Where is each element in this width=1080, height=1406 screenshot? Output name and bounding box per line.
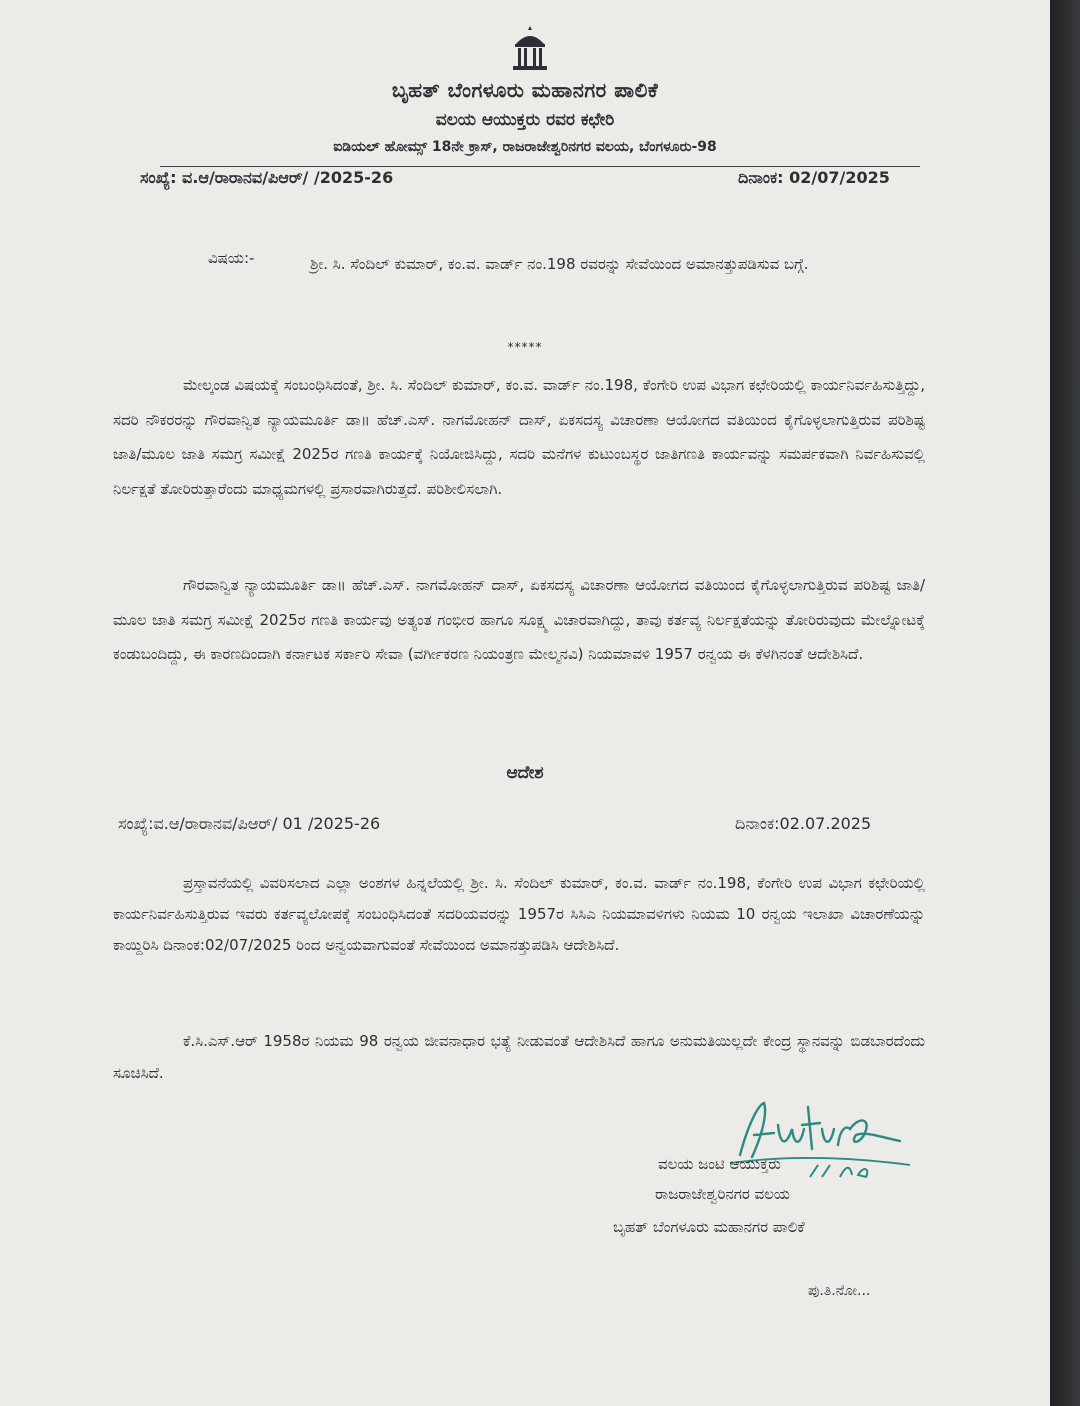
signatory-designation: ವಲಯ ಜಂಟಿ ಆಯುಕ್ತರು xyxy=(658,1155,781,1173)
header-divider xyxy=(160,166,920,167)
signatory-organization: ಬೃಹತ್ ಬೆಂಗಳೂರು ಮಹಾನಗರ ಪಾಲಿಕೆ xyxy=(613,1218,805,1236)
subject-text: ಶ್ರೀ. ಸಿ. ಸೆಂದಿಲ್ ಕುಮಾರ್, ಕಂ.ವ. ವಾರ್ಡ್ ನಂ.198 ರವರನ್ನು ಸೇವೆಯಿಂದ ಅಮಾನತ್ತುಪಡಿಸುವ ಬಗ್ಗೆ. xyxy=(310,255,809,273)
paragraph-2: ಗೌರವಾನ್ವಿತ ನ್ಯಾಯಮೂರ್ತಿ ಡಾ॥ ಹೆಚ್.ಎಸ್. ನಾಗಮೋಹನ್ ದಾಸ್, ಏಕಸದಸ್ಯ ವಿಚಾರಣಾ ಆಯೋಗದ ವತಿಯಿಂದ ಕೈಗೊಳ್ಳಲಾಗುತ್ತಿರುವ ಪರಿಶಿಷ್ಟ ಜಾತಿ/ಮೂಲ ಜಾತಿ ಸಮಗ್ರ ಸಮೀಕ್ಷೆ 2025ರ ಗಣತಿ ಕಾರ್ಯವು ಅತ್ಯಂತ ಗಂಭೀರ ಹಾಗೂ ಸೂಕ್ಷ್ಮ ವಿಚಾರವಾಗಿದ್ದು, ತಾವು ಕರ್ತವ್ಯ ನಿರ್ಲಕ್ಷತೆಯನ್ನು ತೋರಿರುವುದು ಮೇಲ್ನೋಟಕ್ಕೆ ಕಂಡುಬಂದಿದ್ದು, ಈ ಕಾರಣದಿಂದಾಗಿ ಕರ್ನಾಟಕ ಸರ್ಕಾರಿ ಸೇವಾ (ವರ್ಗೀಕರಣ ನಿಯಂತ್ರಣ ಮೇಲ್ಮನವಿ) ನಿಯಮಾವಳಿ 1957 ರನ್ವಯ ಈ ಕೆಳಗಿನಂತೆ ಆದೇಶಿಸಿದೆ. xyxy=(113,576,925,663)
office-address: ಐಡಿಯಲ್ ಹೋಮ್ಸ್ 18ನೇ ಕ್ರಾಸ್, ರಾಜರಾಜೇಶ್ವರಿನಗರ ವಲಯ, ಬೆಂಗಳೂರು-98 xyxy=(333,139,717,155)
order-date: ದಿನಾಂಕ:02.07.2025 xyxy=(735,814,872,833)
subject-label: ವಿಷಯ:- xyxy=(208,249,255,267)
signatory-zone: ರಾಜರಾಜೇಶ್ವರಿನಗರ ವಲಯ xyxy=(655,1185,790,1203)
order-paragraph-1: ಪ್ರಸ್ತಾವನೆಯಲ್ಲಿ ವಿವರಿಸಲಾದ ಎಲ್ಲಾ ಅಂಶಗಳ ಹಿನ್ನಲೆಯಲ್ಲಿ ಶ್ರೀ. ಸಿ. ಸೆಂದಿಲ್ ಕುಮಾರ್, ಕಂ.ವ. ವಾರ್ಡ್ ನಂ.198, ಕೆಂಗೇರಿ ಉಪ ವಿಭಾಗ ಕಛೇರಿಯಲ್ಲಿ ಕಾರ್ಯನಿರ್ವಹಿಸುತ್ತಿರುವ ಇವರು ಕರ್ತವ್ಯಲೋಪಕ್ಕೆ ಸಂಬಂಧಿಸಿದಂತೆ ಸದರಿಯವರನ್ನು 1957ರ ಸಿಸಿಎ ನಿಯಮಾವಳಿಗಳು ನಿಯಮ 10 ರನ್ವಯ ಇಲಾಖಾ ವಿಚಾರಣೆಯನ್ನು ಕಾಯ್ದಿರಿಸಿ ದಿನಾಂಕ:02/07/2025 ರಿಂದ ಅನ್ವಯವಾಗುವಂತೆ ಸೇವೆಯಿಂದ ಅಮಾನತ್ತುಪಡಿಸಿ ಆದೇಶಿಸಿದೆ. xyxy=(113,874,925,954)
order-title: ಆದೇಶ xyxy=(506,763,544,783)
org-name: ಬೃಹತ್ ಬೆಂಗಳೂರು ಮಹಾನಗರ ಪಾಲಿಕೆ xyxy=(391,78,659,102)
reference-number: ಸಂಖ್ಯೆ: ವ.ಆ/ರಾರಾನವ/ಪಿಆರ್/ /2025-26 xyxy=(140,168,394,187)
separator: ***** xyxy=(507,340,543,354)
order-paragraph-2: ಕೆ.ಸಿ.ಎಸ್.ಆರ್ 1958ರ ನಿಯಮ 98 ರನ್ವಯ ಜೀವನಾಧಾರ ಭತ್ಯೆ ನೀಡುವಂತೆ ಆದೇಶಿಸಿದೆ ಹಾಗೂ ಅನುಮತಿಯಿಲ್ಲದೇ ಕೇಂದ್ರ ಸ್ಥಾನವನ್ನು ಬಿಡಬಾರದೆಂದು ಸೂಚಿಸಿದೆ. xyxy=(113,1032,925,1082)
paragraph-1: ಮೇಲ್ಕಂಡ ವಿಷಯಕ್ಕೆ ಸಂಬಂಧಿಸಿದಂತೆ, ಶ್ರೀ. ಸಿ. ಸೆಂದಿಲ್ ಕುಮಾರ್, ಕಂ.ವ. ವಾರ್ಡ್ ನಂ.198, ಕೆಂಗೇರಿ ಉಪ ವಿಭಾಗ ಕಛೇರಿಯಲ್ಲಿ ಕಾರ್ಯನಿರ್ವಹಿಸುತ್ತಿದ್ದು, ಸದರಿ ನೌಕರರನ್ನು ಗೌರವಾನ್ವಿತ ನ್ಯಾಯಮೂರ್ತಿ ಡಾ॥ ಹೆಚ್.ಎಸ್. ನಾಗಮೋಹನ್ ದಾಸ್, ಏಕಸದಸ್ಯ ವಿಚಾರಣಾ ಆಯೋಗದ ವತಿಯಿಂದ ಕೈಗೊಳ್ಳಲಾಗುತ್ತಿರುವ ಪರಿಶಿಷ್ಟ ಜಾತಿ/ಮೂಲ ಜಾತಿ ಸಮಗ್ರ ಸಮೀಕ್ಷೆ 2025ರ ಗಣತಿ ಕಾರ್ಯಕ್ಕೆ ನಿಯೋಜಿಸಿದ್ದು, ಸದರಿ ಮನೆಗಳ ಕುಟುಂಬಸ್ಥರ ಜಾತಿಗಣತಿ ಕಾರ್ಯವನ್ನು ಸಮರ್ಪಕವಾಗಿ ನಿರ್ವಹಿಸುವಲ್ಲಿ ನಿರ್ಲಕ್ಷತೆ ತೋರಿರುತ್ತಾರೆಂದು ಮಾಧ್ಯಮಗಳಲ್ಲಿ ಪ್ರಸಾರವಾಗಿರುತ್ತದೆ. ಪರಿಶೀಲಿಸಲಾಗಿ. xyxy=(113,376,925,498)
bbmp-temple-emblem-icon xyxy=(510,24,550,74)
background-edge xyxy=(1050,0,1080,1406)
office-name: ವಲಯ ಆಯುಕ್ತರು ರವರ ಕಛೇರಿ xyxy=(435,110,615,130)
header-date: ದಿನಾಂಕ: 02/07/2025 xyxy=(738,168,890,187)
please-turn-over: ಪು.ತಿ.ನೋ... xyxy=(808,1283,871,1299)
order-reference-number: ಸಂಖ್ಯೆ:ವ.ಆ/ರಾರಾನವ/ಪಿಆರ್/ 01 /2025-26 xyxy=(118,814,381,833)
